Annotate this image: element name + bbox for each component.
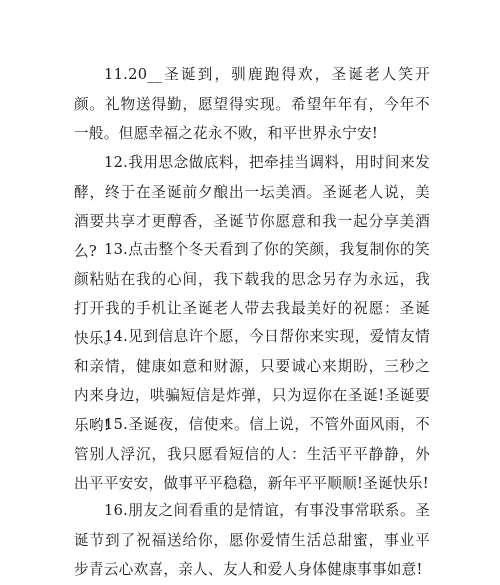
paragraph-15: 15.圣诞夜，信使来。信上说，不管外面风雨，不管别人浮沉，我只愿看短信的人：生活平平静静，外出平平安安，做事平平稳稳，新年平平顺顺!圣诞快乐! <box>74 416 430 492</box>
paragraph-13: 13.点击整个冬天看到了你的笑颜，我复制你的笑颜粘贴在我的心间，我下载我的思念另存为永远，我打开我的手机让圣诞老人带去我最美好的祝愿：圣诞快乐。 <box>74 241 430 347</box>
paragraph-11: 11.20__圣诞到，驯鹿跑得欢，圣诞老人笑开颜。礼物送得勤，愿望得实现。希望年年有，今年不一般。但愿幸福之花永不败，和平世界永宁安! <box>74 66 430 142</box>
paragraph-14: 14.见到信息许个愿，今日帮你来实现，爱情友情和亲情，健康如意和财源，只要诚心来期盼，三秒之内来身边，哄骗短信是炸弹，只为逗你在圣诞!圣诞要乐哟! <box>74 328 430 434</box>
paragraph-12: 12.我用思念做底料，把牵挂当调料，用时间来发酵，终于在圣诞前夕酿出一坛美酒。圣诞老人说，美酒要共享才更醇香，圣诞节你愿意和我一起分享美酒么? <box>74 154 430 260</box>
paragraph-16: 16.朋友之间看重的是情谊，有事没事常联系。圣诞节到了祝福送给你，愿你爱情生活总甜蜜，事业平步青云心欢喜，亲人、友人和爱人身体健康事事如意! <box>74 502 430 578</box>
